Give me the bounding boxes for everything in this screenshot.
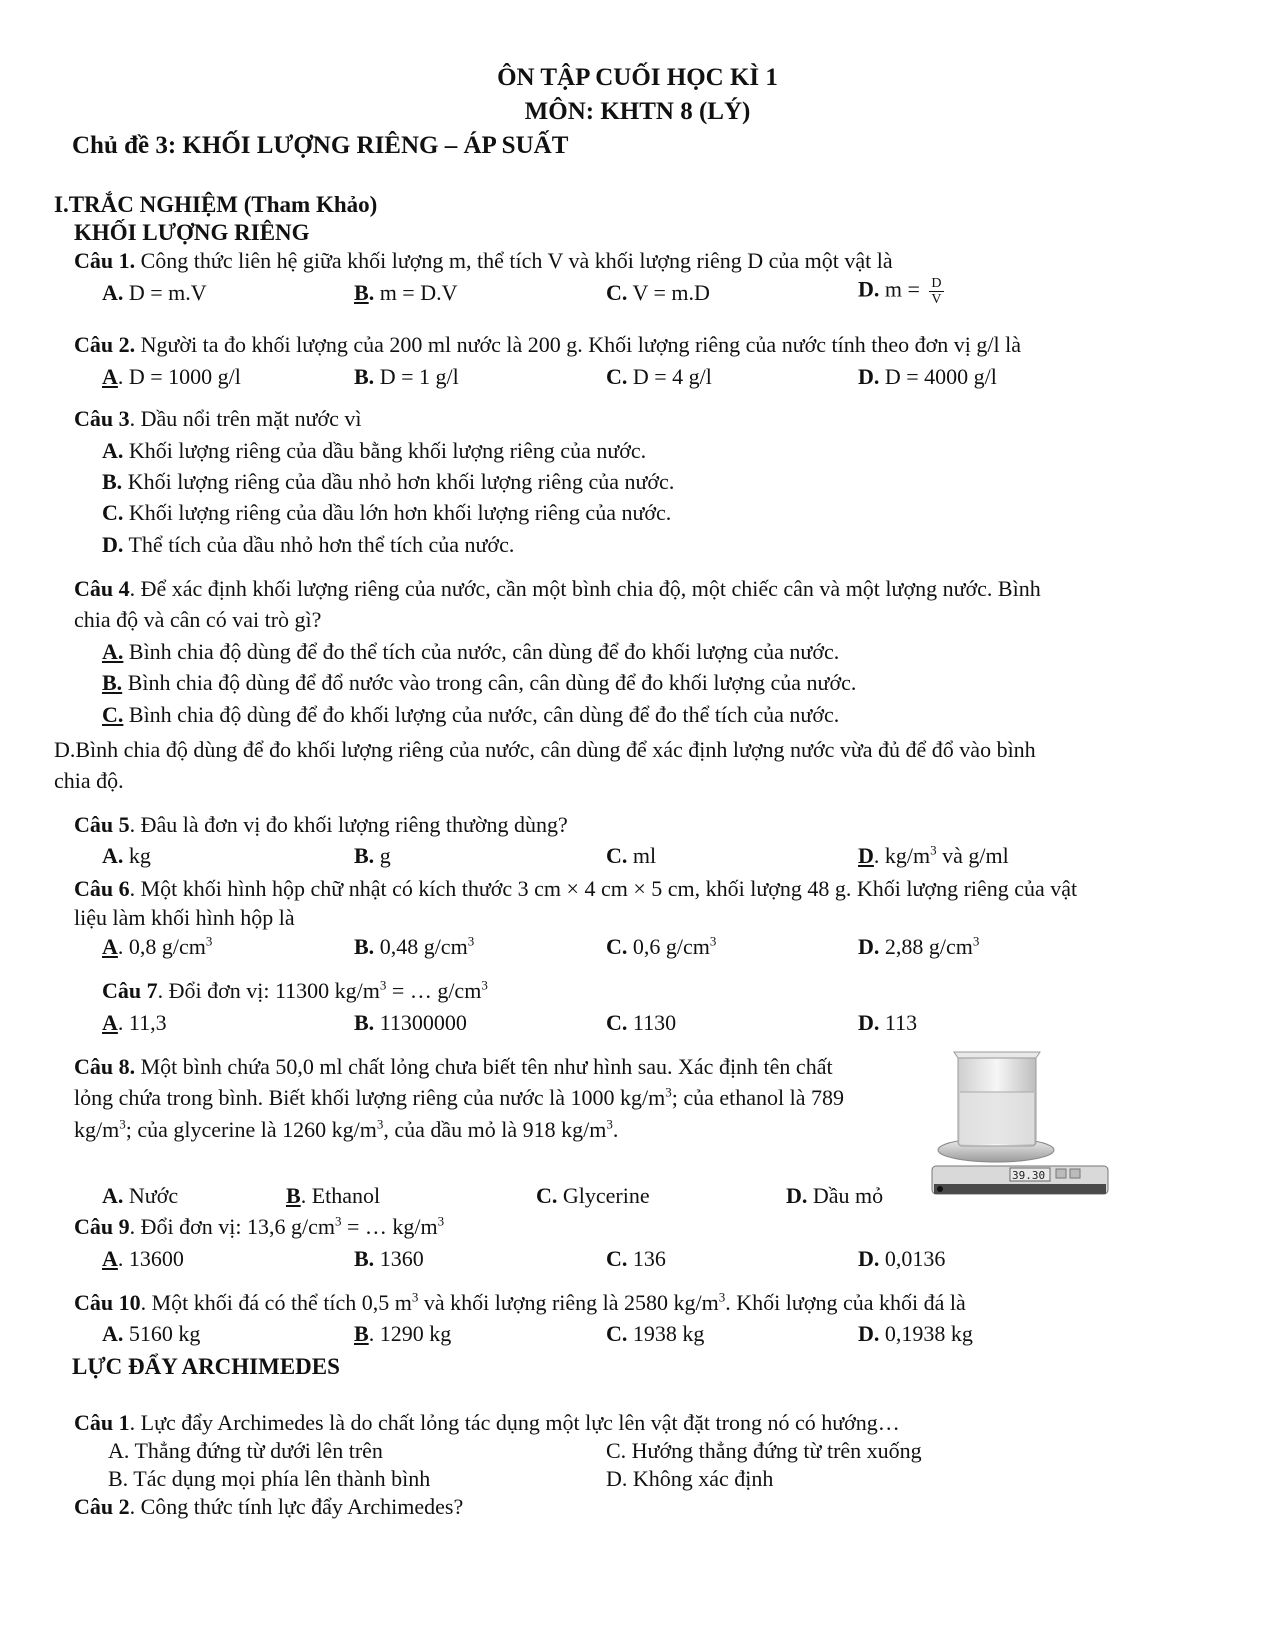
superscript: 3	[709, 933, 717, 949]
option-c	[606, 364, 712, 390]
fraction	[929, 276, 943, 307]
option-d	[858, 934, 979, 960]
option-d: D.Bình chia độ dùng để đo khối lượng riêng của nước, cân dùng để xác định lượng nước vừa đủ để đổ vào bình	[54, 737, 1036, 762]
question-label: Câu 4	[74, 576, 130, 601]
option-letter: B.	[354, 1246, 375, 1271]
option-text: Thể tích của dầu nhỏ hơn thể tích của nước.	[123, 532, 515, 557]
beaker-rim	[954, 1052, 1040, 1058]
question-label: Câu 2	[74, 1494, 130, 1519]
option-d	[858, 843, 1009, 869]
option-b	[354, 934, 474, 960]
option-text: 0,0136	[879, 1246, 946, 1271]
option-letter: C.	[606, 1010, 628, 1035]
option-d	[102, 532, 514, 558]
option-c	[606, 280, 710, 306]
option-text: 1360	[374, 1246, 424, 1271]
option-text: 136	[627, 1246, 666, 1271]
option-text: Khối lượng riêng của dầu nhỏ hơn khối lượng riêng của nước.	[122, 469, 675, 494]
question-3	[74, 406, 362, 432]
option-text: 11300000	[374, 1010, 467, 1035]
option-a	[102, 934, 212, 960]
option-letter: C.	[606, 934, 628, 959]
option-b	[354, 843, 391, 869]
question-label: Câu 5	[74, 812, 130, 837]
option-d-line-2: chia độ.	[54, 768, 124, 793]
option-d	[858, 1010, 917, 1036]
option-text: . D = 1000 g/l	[117, 364, 241, 389]
option-c: C. Hướng thẳng đứng từ trên xuống	[606, 1438, 922, 1463]
section-title: I.TRẮC NGHIỆM (Tham Khảo)	[54, 192, 378, 217]
scale-readout: 39.30	[1012, 1169, 1046, 1182]
question-4-line-2: chia độ và cân có vai trò gì?	[74, 607, 322, 632]
question-text: Một bình chứa 50,0 ml chất lỏng chưa biết tên như hình sau. Xác định tên chất	[135, 1054, 833, 1079]
option-a	[102, 1321, 200, 1347]
question-text: Người ta đo khối lượng của 200 ml nước là 200 g. Khối lượng riêng của nước tính theo đơn vị g/l là	[135, 332, 1021, 357]
option-letter: C.	[606, 364, 628, 389]
option-letter: B	[354, 1321, 369, 1346]
option-letter: B.	[354, 934, 375, 959]
fraction-denominator: V	[931, 292, 942, 307]
option-c	[606, 1321, 704, 1347]
question-1	[74, 248, 893, 274]
question-text: . Một khối đá có thể tích 0,5 m	[140, 1290, 412, 1315]
option-letter: A.	[102, 280, 124, 305]
question-text: . Một khối hình hộp chữ nhật có kích thước 3 cm × 4 cm × 5 cm, khối lượng 48 g. Khối lượng riêng của vật	[129, 876, 1078, 901]
option-c	[536, 1183, 650, 1209]
option-letter: A	[102, 1246, 118, 1271]
question-text: . Đổi đơn vị: 11300 kg/m	[157, 978, 380, 1003]
superscript: 3	[972, 933, 980, 949]
option-a	[102, 639, 839, 665]
option-letter: A.	[102, 1321, 124, 1346]
option-c	[102, 702, 839, 728]
question-10	[74, 1290, 966, 1316]
superscript: 3	[606, 1116, 613, 1132]
option-a	[102, 280, 207, 306]
superscript: 3	[437, 1213, 445, 1229]
option-b: B. m = D.V	[354, 280, 458, 305]
option-letter: A	[102, 364, 118, 389]
option-letter: A	[102, 1010, 118, 1035]
superscript: 3	[379, 977, 387, 993]
option-text: . Ethanol	[300, 1183, 381, 1208]
option-b	[354, 1246, 424, 1272]
option-a	[102, 364, 241, 390]
option-a	[102, 438, 646, 464]
option-letter: B	[354, 280, 369, 305]
option-d	[858, 1246, 945, 1272]
option-text: 0,6 g/cm	[627, 934, 710, 959]
question-text: và khối lượng riêng là 2580 kg/m	[418, 1290, 719, 1315]
option-text: Bình chia độ dùng để đổ nước vào trong cân, cân dùng để đo khối lượng của nước.	[122, 670, 857, 695]
question-text: . Lực đẩy Archimedes là do chất lỏng tác dụng một lực lên vật đặt trong nó có hướng…	[129, 1410, 900, 1435]
option-text: V = m.D	[627, 280, 710, 305]
option-text: Nước	[123, 1183, 179, 1208]
option-letter: C.	[606, 1246, 628, 1271]
option-text: D = 1 g/l	[374, 364, 459, 389]
option-text: g	[374, 843, 391, 868]
question-text: = … kg/m	[341, 1214, 438, 1239]
option-b	[102, 469, 674, 495]
superscript: 3	[467, 933, 475, 949]
fraction-numerator: D	[931, 276, 942, 291]
option-d	[858, 276, 944, 307]
question-text: = … g/cm	[386, 978, 482, 1003]
option-text: m =	[879, 276, 926, 302]
question-text: . Đổi đơn vị: 13,6 g/cm	[129, 1214, 335, 1239]
option-letter: C.	[102, 500, 124, 525]
option-b	[354, 1321, 451, 1347]
doc-title: ÔN TẬP CUỐI HỌC KÌ 1	[497, 64, 778, 91]
option-text: 5160 kg	[123, 1321, 201, 1346]
option-letter: A.	[102, 639, 124, 664]
option-text: D = 4 g/l	[627, 364, 712, 389]
archimedes-question-1	[74, 1410, 900, 1436]
option-text: Bình chia độ dùng để đo khối lượng của nước, cân dùng để đo thể tích của nước.	[123, 702, 840, 727]
option-letter: C.	[606, 1321, 628, 1346]
option-text: 1130	[627, 1010, 677, 1035]
option-c	[606, 1246, 666, 1272]
option-text: Bình chia độ dùng để đo thể tích của nước, cân dùng để đo khối lượng của nước.	[123, 639, 840, 664]
option-c	[606, 843, 656, 869]
option-text: Khối lượng riêng của dầu lớn hơn khối lượng riêng của nước.	[123, 500, 672, 525]
question-6	[74, 876, 1077, 902]
option-letter: A	[102, 934, 118, 959]
option-letter: C.	[606, 843, 628, 868]
option-text: 113	[879, 1010, 918, 1035]
option-letter: B.	[102, 469, 123, 494]
question-8	[74, 1054, 833, 1080]
question-label: Câu 2.	[74, 332, 136, 357]
beaker-on-scale-image	[928, 1048, 1118, 1203]
option-letter: D.	[858, 276, 880, 302]
option-text: D = m.V	[123, 280, 207, 305]
option-b	[286, 1183, 380, 1209]
option-letter: B.	[102, 670, 123, 695]
superscript: 3	[205, 933, 213, 949]
question-text: . Đâu là đơn vị đo khối lượng riêng thường dùng?	[129, 812, 568, 837]
option-a	[102, 843, 151, 869]
question-text: . Dầu nổi trên mặt nước vì	[129, 406, 362, 431]
option-letter: D.	[858, 1010, 880, 1035]
option-text: kg	[123, 843, 151, 868]
question-2	[74, 332, 1021, 358]
question-text: .	[612, 1117, 619, 1142]
option-text: . 11,3	[117, 1010, 167, 1035]
option-letter: D.	[102, 532, 124, 557]
option-text: 0,48 g/cm	[374, 934, 468, 959]
question-text: , của dầu mỏ là 918 kg/m	[383, 1117, 607, 1142]
scale-button	[1056, 1169, 1066, 1178]
option-letter: D	[858, 843, 874, 868]
option-a: A. Thẳng đứng từ dưới lên trên	[108, 1438, 383, 1463]
option-letter: D.	[786, 1183, 808, 1208]
option-letter: A.	[102, 1183, 124, 1208]
option-text: . 0,8 g/cm	[117, 934, 206, 959]
question-text: . Khối lượng của khối đá là	[725, 1290, 966, 1315]
option-text: Dầu mỏ	[807, 1183, 884, 1208]
subsection-title: KHỐI LƯỢNG RIÊNG	[74, 220, 310, 245]
option-a	[102, 1183, 178, 1209]
option-text: 2,88 g/cm	[879, 934, 973, 959]
option-d	[858, 1321, 973, 1347]
doc-subject: MÔN: KHTN 8 (LÝ)	[524, 98, 751, 125]
question-7	[102, 978, 488, 1004]
option-letter: D.	[858, 1246, 880, 1271]
section-archimedes-title: LỰC ĐẨY ARCHIMEDES	[72, 1354, 340, 1379]
question-text: ; của ethanol là 789	[671, 1085, 844, 1110]
option-d	[858, 364, 997, 390]
question-8-line-2	[74, 1085, 844, 1111]
question-text: . Công thức tính lực đẩy Archimedes?	[129, 1494, 464, 1519]
option-b	[354, 364, 459, 390]
option-text: 1938 kg	[627, 1321, 705, 1346]
question-4	[74, 576, 1041, 602]
option-letter: C.	[606, 280, 628, 305]
question-label: Câu 9	[74, 1214, 130, 1239]
question-label: Câu 1	[74, 1410, 130, 1435]
beaker-liquid	[960, 1092, 1034, 1144]
superscript: 3	[376, 1116, 384, 1132]
question-label: Câu 6	[74, 876, 130, 901]
superscript: 3	[119, 1116, 126, 1132]
option-text: 0,1938 kg	[879, 1321, 973, 1346]
archimedes-question-2	[74, 1494, 463, 1520]
option-a	[102, 1246, 184, 1272]
question-label: Câu 1.	[74, 248, 136, 273]
option-letter: B	[286, 1183, 301, 1208]
option-text: m = D.V	[374, 280, 458, 305]
option-letter: A.	[102, 438, 124, 463]
question-text: lỏng chứa trong bình. Biết khối lượng riêng của nước là 1000 kg/m	[74, 1085, 666, 1110]
question-8-line-3	[74, 1117, 618, 1143]
question-label: Câu 8.	[74, 1054, 136, 1079]
question-label: Câu 10	[74, 1290, 141, 1315]
question-text: . Để xác định khối lượng riêng của nước, cần một bình chia độ, một chiếc cân và một lượng nước. Bình	[129, 576, 1041, 601]
superscript: 3	[334, 1213, 342, 1229]
option-text: . kg/m	[873, 843, 931, 868]
question-5	[74, 812, 568, 838]
option-d: D. Không xác định	[606, 1466, 774, 1491]
option-letter: D.	[858, 364, 880, 389]
option-letter: B.	[354, 1010, 375, 1035]
option-letter: D.	[858, 934, 880, 959]
option-text: . 13600	[117, 1246, 184, 1271]
scale-button	[1070, 1169, 1080, 1178]
option-letter: C.	[102, 702, 124, 727]
option-c	[606, 1010, 676, 1036]
question-text: kg/m	[74, 1117, 120, 1142]
superscript: 3	[930, 842, 937, 858]
option-letter: D.	[858, 1321, 880, 1346]
scale-power-dot	[937, 1186, 943, 1192]
option-b	[102, 670, 856, 696]
scale-front-strip	[934, 1184, 1106, 1194]
option-c	[102, 500, 671, 526]
option-letter: C.	[536, 1183, 558, 1208]
question-label: Câu 7	[102, 978, 158, 1003]
doc-topic: Chủ đề 3: KHỐI LƯỢNG RIÊNG – ÁP SUẤT	[72, 132, 569, 159]
option-text: và g/ml	[936, 843, 1009, 868]
option-text: Glycerine	[557, 1183, 650, 1208]
option-d	[786, 1183, 883, 1209]
question-9	[74, 1214, 444, 1240]
option-letter: B.	[354, 843, 375, 868]
option-b: B. Tác dụng mọi phía lên thành bình	[108, 1466, 431, 1491]
superscript: 3	[665, 1084, 672, 1100]
option-b	[354, 1010, 467, 1036]
option-text: D = 4000 g/l	[879, 364, 997, 389]
option-text: Khối lượng riêng của dầu bằng khối lượng riêng của nước.	[123, 438, 647, 463]
superscript: 3	[411, 1289, 419, 1305]
superscript: 3	[718, 1289, 726, 1305]
question-text: ; của glycerine là 1260 kg/m	[125, 1117, 377, 1142]
option-text: . 1290 kg	[368, 1321, 452, 1346]
superscript: 3	[481, 977, 488, 993]
option-a	[102, 1010, 167, 1036]
question-label: Câu 3	[74, 406, 130, 431]
option-c	[606, 934, 716, 960]
option-text: ml	[627, 843, 657, 868]
question-text: Công thức liên hệ giữa khối lượng m, thể tích V và khối lượng riêng D của một vật là	[135, 248, 893, 273]
option-letter: A.	[102, 843, 124, 868]
question-6-line-2: liệu làm khối hình hộp là	[74, 905, 295, 930]
option-letter: B.	[354, 364, 375, 389]
